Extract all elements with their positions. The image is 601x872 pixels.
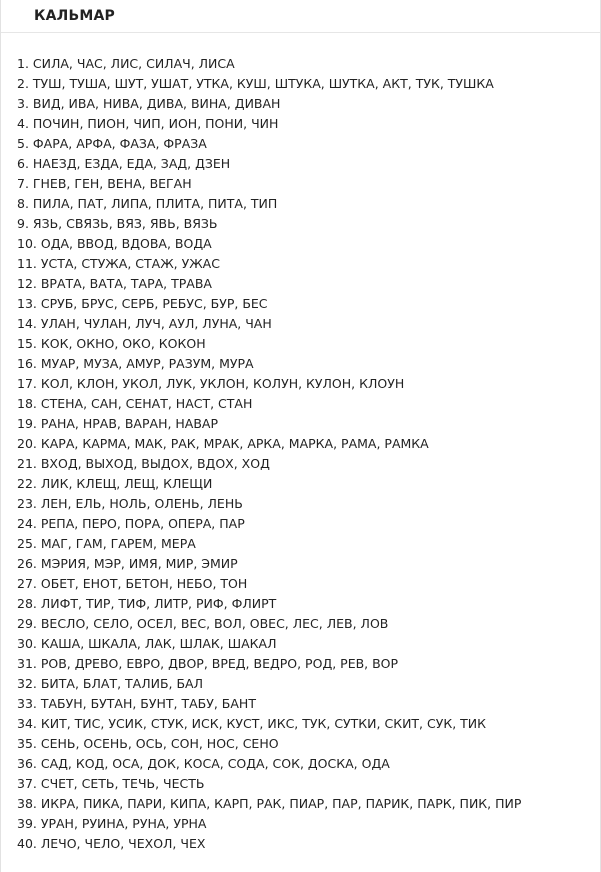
word-list bbox=[17, 54, 596, 854]
list-item: 38. ИКРА, ПИКА, ПАРИ, КИПА, КАРП, РАК, ПИАР, ПАР, ПАРИК, ПАРК, ПИК, ПИР bbox=[17, 796, 522, 811]
list-item: 27. ОБЕТ, ЕНОТ, БЕТОН, НЕБО, ТОН bbox=[17, 576, 248, 591]
list-item: 29. ВЕСЛО, СЕЛО, ОСЕЛ, ВЕС, ВОЛ, ОВЕС, ЛЕС, ЛЕВ, ЛОВ bbox=[17, 616, 389, 631]
list-item: 15. КОК, ОКНО, ОКО, КОКОН bbox=[17, 336, 206, 351]
list-item: 1. СИЛА, ЧАС, ЛИС, СИЛАЧ, ЛИСА bbox=[17, 56, 235, 71]
list-item: 25. МАГ, ГАМ, ГАРЕМ, МЕРА bbox=[17, 536, 196, 551]
list-item: 40. ЛЕЧО, ЧЕЛО, ЧЕХОЛ, ЧЕХ bbox=[17, 836, 206, 851]
list-item: 24. РЕПА, ПЕРО, ПОРА, ОПЕРА, ПАР bbox=[17, 516, 245, 531]
list-item: 32. БИТА, БЛАТ, ТАЛИБ, БАЛ bbox=[17, 676, 204, 691]
list-item: 39. УРАН, РУИНА, РУНА, УРНА bbox=[17, 816, 207, 831]
list-item: 28. ЛИФТ, ТИР, ТИФ, ЛИТР, РИФ, ФЛИРТ bbox=[17, 596, 277, 611]
list-item: 22. ЛИК, КЛЕЩ, ЛЕЩ, КЛЕЩИ bbox=[17, 476, 213, 491]
list-item: 13. СРУБ, БРУС, СЕРБ, РЕБУС, БУР, БЕС bbox=[17, 296, 268, 311]
list-item: 37. СЧЕТ, СЕТЬ, ТЕЧЬ, ЧЕСТЬ bbox=[17, 776, 205, 791]
list-item: 36. САД, КОД, ОСА, ДОК, КОСА, СОДА, СОК, ДОСКА, ОДА bbox=[17, 756, 390, 771]
list-item: 14. УЛАН, ЧУЛАН, ЛУЧ, АУЛ, ЛУНА, ЧАН bbox=[17, 316, 272, 331]
list-item: 10. ОДА, ВВОД, ВДОВА, ВОДА bbox=[17, 236, 212, 251]
list-item: 19. РАНА, НРАВ, ВАРАН, НАВАР bbox=[17, 416, 219, 431]
list-item: 12. ВРАТА, ВАТА, ТАРА, ТРАВА bbox=[17, 276, 212, 291]
list-item: 33. ТАБУН, БУТАН, БУНТ, ТАБУ, БАНТ bbox=[17, 696, 256, 711]
list-item: 7. ГНЕВ, ГЕН, ВЕНА, ВЕГАН bbox=[17, 176, 192, 191]
list-item: 9. ЯЗЬ, СВЯЗЬ, ВЯЗ, ЯВЬ, ВЯЗЬ bbox=[17, 216, 218, 231]
list-item: 5. ФАРА, АРФА, ФАЗА, ФРАЗА bbox=[17, 136, 207, 151]
list-item: 4. ПОЧИН, ПИОН, ЧИП, ИОН, ПОНИ, ЧИН bbox=[17, 116, 279, 131]
list-item: 30. КАША, ШКАЛА, ЛАК, ШЛАК, ШАКАЛ bbox=[17, 636, 277, 651]
list-item: 21. ВХОД, ВЫХОД, ВЫДОХ, ВДОХ, ХОД bbox=[17, 456, 270, 471]
list-item: 31. РОВ, ДРЕВО, ЕВРО, ДВОР, ВРЕД, ВЕДРО, РОД, РЕВ, ВОР bbox=[17, 656, 399, 671]
list-item: 18. СТЕНА, САН, СЕНАТ, НАСТ, СТАН bbox=[17, 396, 253, 411]
list-item: 34. КИТ, ТИС, УСИК, СТУК, ИСК, КУСТ, ИКС, ТУК, СУТКИ, СКИТ, СУК, ТИК bbox=[17, 716, 487, 731]
list-item: 26. МЭРИЯ, МЭР, ИМЯ, МИР, ЭМИР bbox=[17, 556, 238, 571]
list-item: 3. ВИД, ИВА, НИВА, ДИВА, ВИНА, ДИВАН bbox=[17, 96, 281, 111]
list-item: 11. УСТА, СТУЖА, СТАЖ, УЖАС bbox=[17, 256, 220, 271]
list-item: 16. МУАР, МУЗА, АМУР, РАЗУМ, МУРА bbox=[17, 356, 254, 371]
list-item: 23. ЛЕН, ЕЛЬ, НОЛЬ, ОЛЕНЬ, ЛЕНЬ bbox=[17, 496, 243, 511]
article-header bbox=[1, 0, 600, 33]
list-item: 17. КОЛ, КЛОН, УКОЛ, ЛУК, УКЛОН, КОЛУН, КУЛОН, КЛОУН bbox=[17, 376, 405, 391]
page-title: КАЛЬМАР bbox=[34, 8, 116, 24]
list-item: 2. ТУШ, ТУША, ШУТ, УШАТ, УТКА, КУШ, ШТУКА, ШУТКА, АКТ, ТУК, ТУШКА bbox=[17, 76, 494, 91]
list-item: 6. НАЕЗД, ЕЗДА, ЕДА, ЗАД, ДЗЕН bbox=[17, 156, 231, 171]
list-item: 35. СЕНЬ, ОСЕНЬ, ОСЬ, СОН, НОС, СЕНО bbox=[17, 736, 279, 751]
list-item: 8. ПИЛА, ПАТ, ЛИПА, ПЛИТА, ПИТА, ТИП bbox=[17, 196, 278, 211]
list-item: 20. КАРА, КАРМА, МАК, РАК, МРАК, АРКА, МАРКА, РАМА, РАМКА bbox=[17, 436, 429, 451]
